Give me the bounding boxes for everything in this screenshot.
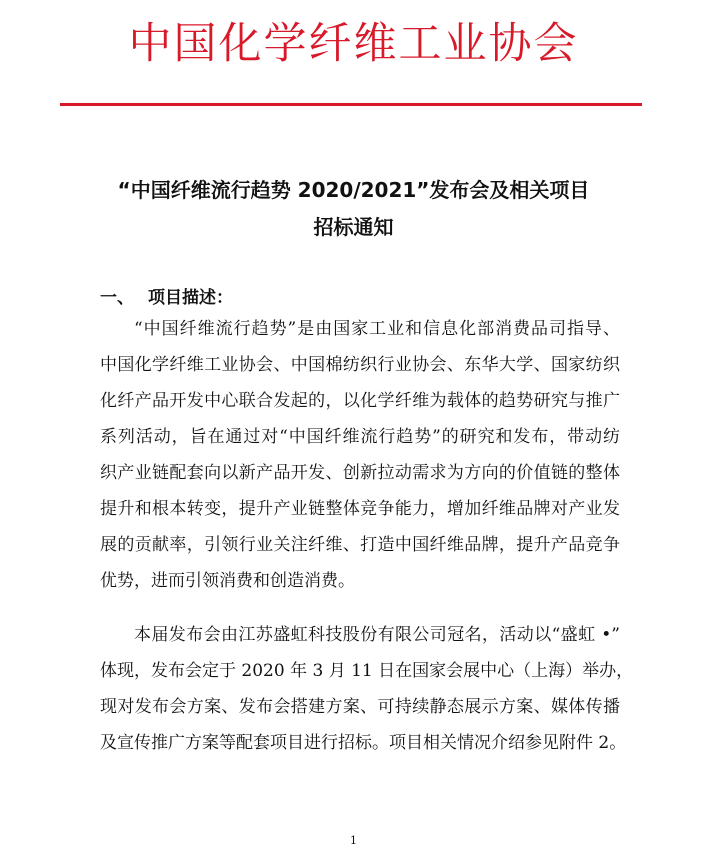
paragraph-line: 提升和根本转变，提升产业链整体竞争能力，增加纤维品牌对产业发: [100, 499, 620, 519]
section-heading: [100, 285, 233, 311]
paragraph-line: “中国纤维流行趋势”是由国家工业和信息化部消费品司指导、: [134, 319, 620, 339]
paragraph-line: 体现，发布会定于 2020 年 3 月 11 日在国家会展中心（上海）举办，: [100, 661, 634, 681]
letterhead-red-rule: [60, 103, 642, 106]
paragraph-line: 中国化学纤维工业协会、中国棉纺织行业协会、东华大学、国家纺织: [100, 355, 620, 375]
document-title-line2: 招标通知: [313, 215, 394, 239]
paragraph-line: 织产业链配套向以新产品开发、创新拉动需求为方向的价值链的整体: [100, 463, 620, 483]
paragraph-line: 化纤产品开发中心联合发起的，以化学纤维为载体的趋势研究与推广: [100, 391, 620, 411]
section-number: 一、: [100, 288, 134, 308]
document-title-line1: “中国纤维流行趋势 2020/2021”发布会及相关项目: [117, 178, 590, 202]
paragraph-line: 本届发布会由江苏盛虹科技股份有限公司冠名，活动以“盛虹 •”: [134, 625, 620, 645]
paragraph-line: 展的贡献率，引领行业关注纤维、打造中国纤维品牌，提升产品竞争: [100, 535, 620, 555]
paragraph-line: 优势，进而引领消费和创造消费。: [100, 571, 355, 591]
page-number: 1: [350, 834, 357, 847]
paragraph-line: 及宣传推广方案等配套项目进行招标。项目相关情况介绍参见附件 2。: [100, 733, 627, 753]
section-heading-text: 项目描述：: [148, 288, 233, 308]
paragraph-line: 现对发布会方案、发布会搭建方案、可持续静态展示方案、媒体传播: [100, 697, 620, 717]
paragraph-line: 系列活动，旨在通过对“中国纤维流行趋势”的研究和发布，带动纺: [100, 427, 620, 447]
letterhead-org-name: 中国化学纤维工业协会: [128, 19, 579, 69]
